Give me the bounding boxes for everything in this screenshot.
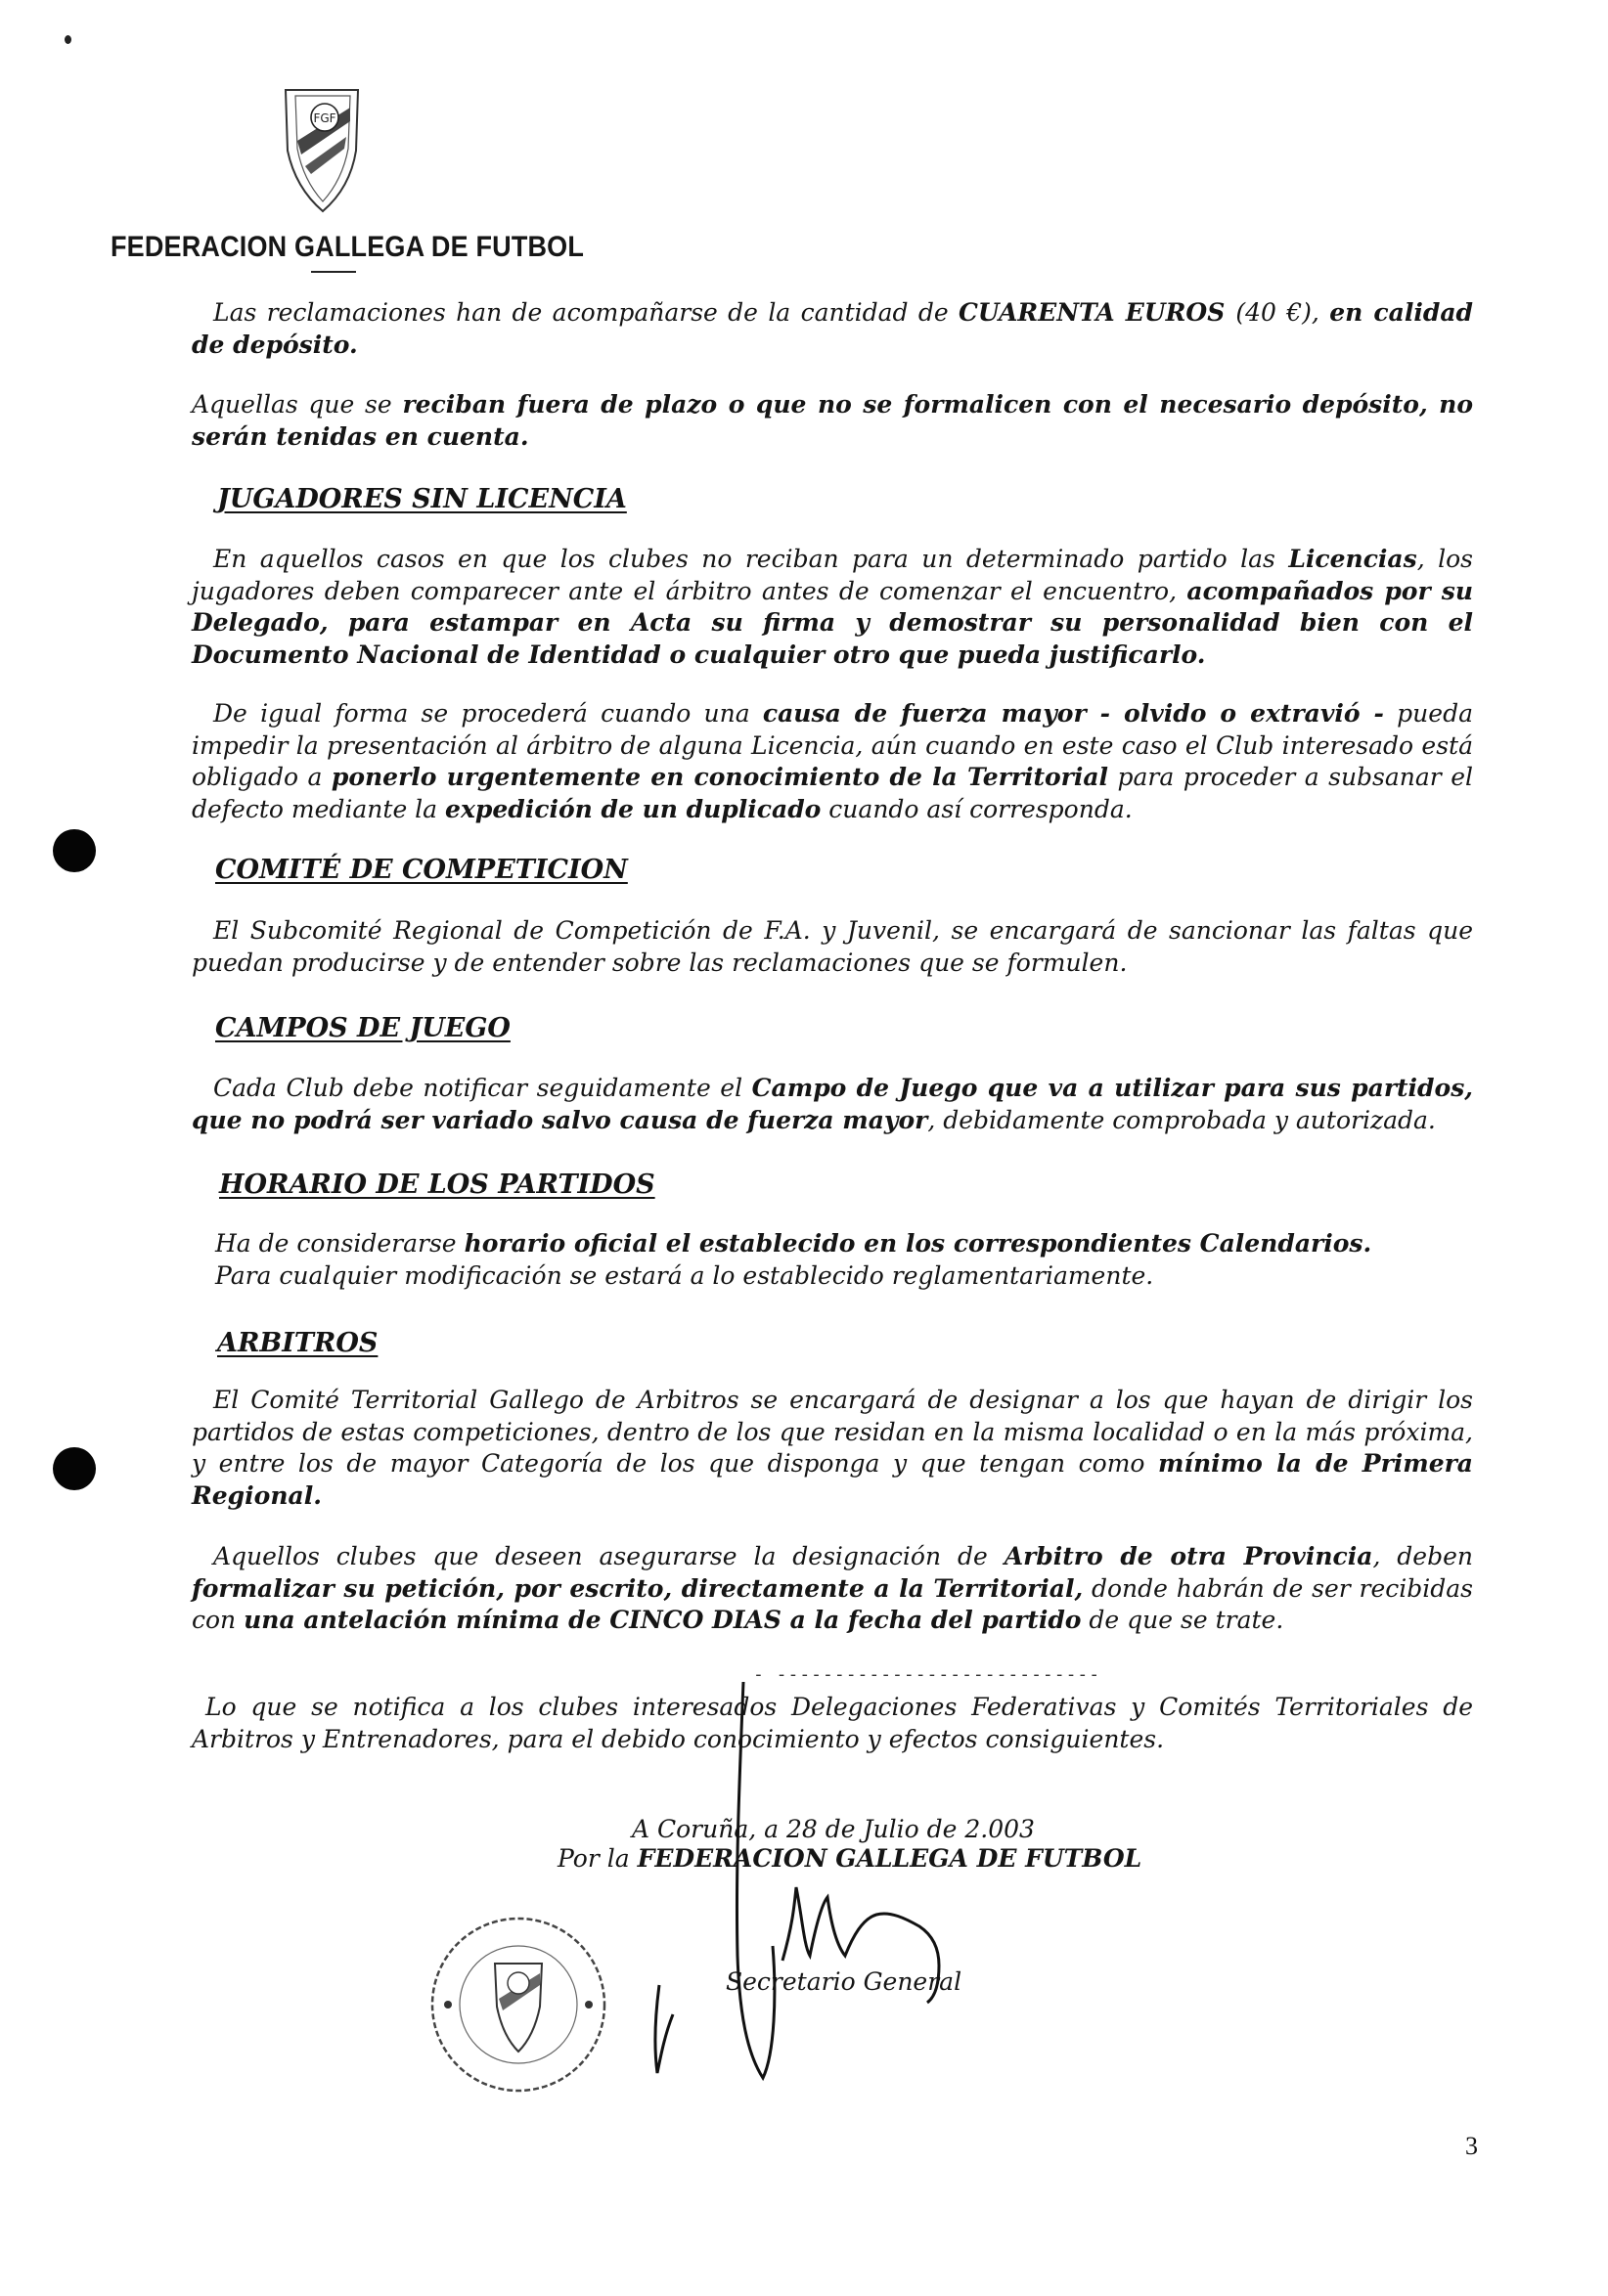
handwritten-signature-icon: [646, 1662, 968, 2093]
federation-stamp-icon: [423, 1909, 614, 2100]
secretario-general: Secretario General: [726, 1967, 962, 1996]
federation-logo: [280, 82, 364, 215]
punch-hole-top: [53, 829, 96, 872]
heading-horario-de-los-partidos: HORARIO DE LOS PARTIDOS: [219, 1170, 655, 1200]
scan-speck: [65, 35, 71, 44]
por-la-line: Por la FEDERACION GALLEGA DE FUTBOL: [558, 1844, 1142, 1873]
signature: [646, 1662, 968, 2093]
deposit-paragraph: Las reclamaciones han de acompañarse de la cantidad de CUARENTA EUROS (40 €), en calidad de depósito.: [192, 298, 1473, 359]
header-rule: [311, 271, 356, 273]
arbitros-paragraph-1: El Comité Territorial Gallego de Arbitros se encargará de designar a los que hayan de dirigir los partidos de estas competiciones, dentro de los que residan en la misma localidad o en la más próxima, y entre los de mayor Categoría de los que disponga y que tengan como mínimo la de Primera Regional.: [192, 1386, 1473, 1510]
campos-paragraph: Cada Club debe notificar seguidamente el Campo de Juego que va a utilizar para sus partidos, que no podrá ser variado salvo causa de fuerza mayor, debidamente comprobada y autorizada.: [192, 1074, 1473, 1134]
shield-crest-icon: [280, 82, 364, 215]
heading-campos-de-juego: CAMPOS DE JUEGO: [215, 1013, 511, 1043]
heading-jugadores-sin-licencia: JUGADORES SIN LICENCIA: [217, 484, 627, 514]
late-claims-paragraph: Aquellas que se reciban fuera de plazo o que no se formalicen con el necesario depósito, no serán tenidas en cuenta.: [192, 390, 1473, 451]
federation-stamp: [423, 1909, 614, 2100]
heading-comite-de-competicion: COMITÉ DE COMPETICION: [215, 855, 628, 885]
separator-line: - ----------------------------: [753, 1664, 1101, 1685]
svg-text:FGF: FGF: [313, 111, 336, 125]
arbitros-paragraph-2: Aquellos clubes que deseen asegurarse la designación de Arbitro de otra Provincia, deben formalizar su petición, por escrito, directamente a la Territorial, donde habrán de ser recibidas con una antelación mínima de CINCO DIAS a la fecha del partido de que se trate.: [192, 1542, 1474, 1634]
jugadores-paragraph-2: De igual forma se procederá cuando una causa de fuerza mayor - olvido o extravió - pueda impedir la presentación al árbitro de alguna Licencia, aún cuando en este caso el Club interesado está obligado a ponerlo urgentemente en conocimiento de la Territorial para proceder a subsanar el defecto mediante la expedición de un duplicado cuando así corresponda.: [192, 699, 1473, 823]
federation-name: FEDERACION GALLEGA DE FUTBOL: [111, 231, 585, 263]
date-line: A Coruña, a 28 de Julio de 2.003: [632, 1815, 1035, 1843]
heading-arbitros: ARBITROS: [217, 1328, 379, 1358]
jugadores-paragraph-1: En aquellos casos en que los clubes no reciban para un determinado partido las Licencias, los jugadores deben comparecer ante el árbitro antes de comenzar el encuentro, acompañados por su Delegado, para estampar en Acta su firma y demostrar su personalidad bien con el Documento Nacional de Identidad o cualquier otro que pueda justificarlo.: [192, 545, 1473, 669]
comite-paragraph: El Subcomité Regional de Competición de F.A. y Juvenil, se encargará de sancionar las faltas que puedan producirse y de entender sobre las reclamaciones que se formulen.: [192, 916, 1473, 977]
horario-paragraph: Ha de considerarse horario oficial el establecido en los correspondientes Calendarios. Para cualquier modificación se estará a lo establecido reglamentariamente.: [215, 1229, 1372, 1290]
page-number: 3: [1465, 2132, 1478, 2160]
punch-hole-bottom: [53, 1447, 96, 1490]
notice-paragraph: Lo que se notifica a los clubes interesados Delegaciones Federativas y Comités Territoriales de Arbitros y Entrenadores, para el debido conocimiento y efectos consiguientes.: [192, 1693, 1473, 1753]
